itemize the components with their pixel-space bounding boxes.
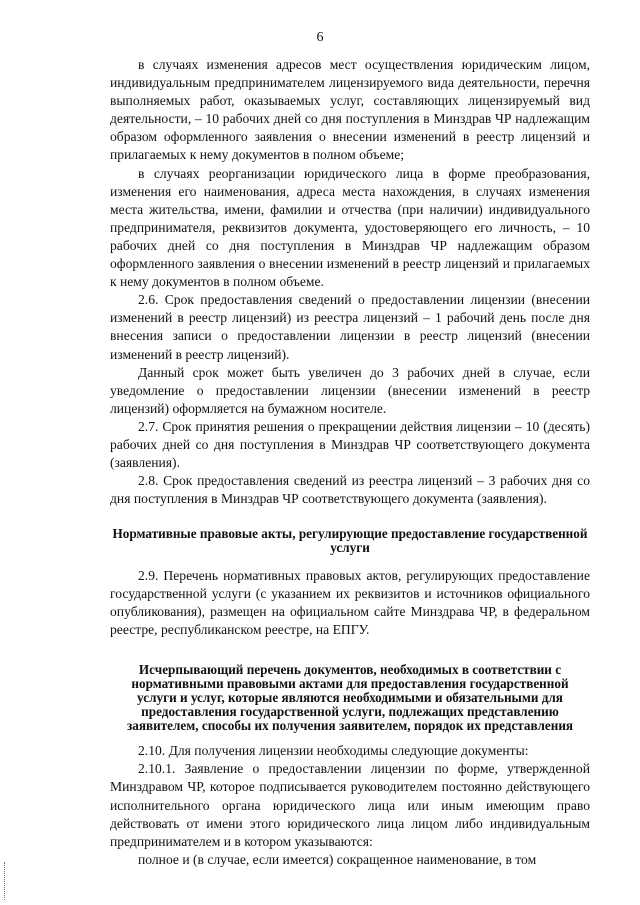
section-heading-documents: Исчерпывающий перечень документов, необходимых в соответствии с нормативными правовыми актами для предоставления государственной услуги и услуг, которые являются необходимыми и обязательными для предоставления государственной услуги, подлежащих представлению заявителем, способы их получения заявителем, порядок их представления (126, 662, 574, 733)
paragraph-2-9: 2.9. Перечень нормативных правовых актов, регулирующих предоставление государственной услуги (с указанием их реквизитов и источников официального опубликования), размещен на официальном сайте Минздрава ЧР, в федеральном реестре, республиканском реестре, на ЕПГУ. (110, 567, 590, 638)
paragraph-2-10: 2.10. Для получения лицензии необходимы следующие документы: (138, 743, 529, 759)
paragraph: в случаях реорганизации юридического лица в форме преобразования, изменения его наименования, адреса места нахождения, в случаях изменения места жительства, имени, фамилии и отчества (при наличии) индивидуального предпринимателя, реквизитов документа, удостоверяющего его личность, – 10 рабочих дней со дня поступления в Минздрав ЧР надлежащим образом оформленного заявления о внесении изменений в реестр лицензий и прилагаемых к нему документов в полном объеме. (110, 165, 590, 290)
paragraph-2-8: 2.8. Срок предоставления сведений из реестра лицензий – 3 рабочих дня со дня поступления в Минздрав ЧР соответствующего документа (заявления). (110, 473, 590, 507)
paragraph: полное и (в случае, если имеется) сокращенное наименование, в том (138, 851, 537, 867)
document-body (110, 56, 590, 869)
paragraph: Данный срок может быть увеличен до 3 рабочих дней в случае, если уведомление о предоставлении лицензии (внесении изменений в реестр лицензий) оформляется на бумажном носителе. (110, 364, 590, 416)
section-heading-legal-acts: Нормативные правовые акты, регулирующие предоставление государственной услуги (112, 526, 588, 556)
paragraph: в случаях изменения адресов мест осуществления юридическим лицом, индивидуальным предпринимателем лицензируемого вида деятельности, перечня выполняемых работ, оказываемых услуг, составляющих лицензируемый вид деятельности, – 10 рабочих дней со дня поступления в Минздрав ЧР надлежащим образом оформленного заявления о внесении изменений в реестр лицензий и прилагаемых к нему документов в полном объеме; (110, 57, 590, 163)
scan-edge-marks (4, 862, 7, 900)
page-number: 6 (316, 30, 324, 45)
paragraph-2-7: 2.7. Срок принятия решения о прекращении действия лицензии – 10 (десять) рабочих дней со дня поступления в Минздрав ЧР соответствующего документа (заявления). (110, 418, 590, 471)
paragraph-2-6: 2.6. Срок предоставления сведений о предоставлении лицензии (внесении изменений в реестр лицензий) из реестра лицензий – 1 рабочий день после дня внесения записи о предоставлении лицензии в реестр лицензий (внесении изменений в реестр лицензий). (110, 292, 590, 362)
paragraph-2-10-1: 2.10.1. Заявление о предоставлении лицензии по форме, утвержденной Минздравом ЧР, которое подписывается руководителем постоянно действующего исполнительного органа юридического лица или иным имеющим право действовать от имени этого юридического лица лицом либо индивидуальным предпринимателем и в котором указываются: (110, 761, 590, 849)
